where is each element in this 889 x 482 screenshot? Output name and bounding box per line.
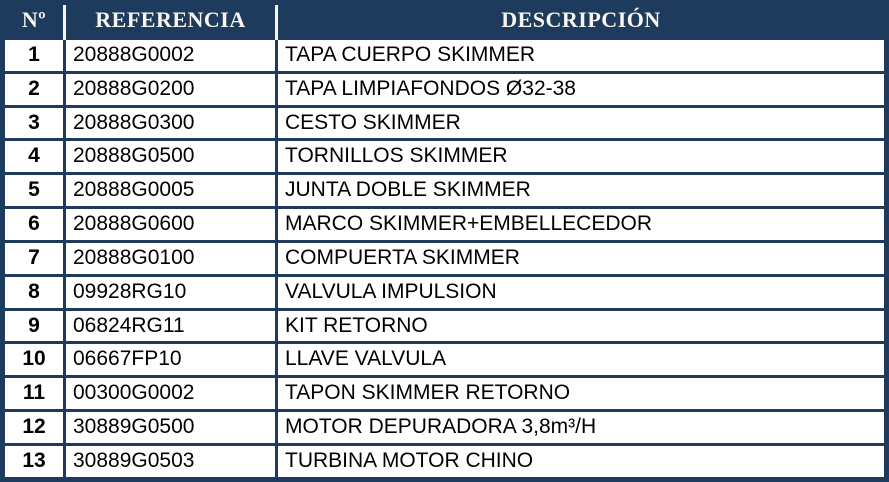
cell-desc: JUNTA DOBLE SKIMMER [277,174,887,208]
cell-ref: 00300G0002 [65,377,277,411]
cell-ref: 20888G0002 [65,39,277,73]
cell-num: 4 [3,140,65,174]
cell-num: 12 [3,411,65,445]
cell-ref: 20888G0500 [65,140,277,174]
cell-num: 3 [3,106,65,140]
cell-num: 7 [3,241,65,275]
header-col-referencia: REFERENCIA [65,3,277,39]
cell-num: 5 [3,174,65,208]
table-row [3,241,887,275]
cell-num: 9 [3,309,65,343]
table-row [3,411,887,445]
table-row [3,106,887,140]
cell-desc: MOTOR DEPURADORA 3,8m³/H [277,411,887,445]
cell-desc: CESTO SKIMMER [277,106,887,140]
cell-desc: KIT RETORNO [277,309,887,343]
table-row [3,72,887,106]
cell-desc: TURBINA MOTOR CHINO [277,444,887,479]
table-row [3,174,887,208]
cell-desc: MARCO SKIMMER+EMBELLECEDOR [277,208,887,242]
cell-num: 10 [3,343,65,377]
cell-ref: 09928RG10 [65,275,277,309]
cell-ref: 20888G0005 [65,174,277,208]
cell-num: 1 [3,39,65,73]
cell-num: 6 [3,208,65,242]
cell-ref: 06824RG11 [65,309,277,343]
cell-num: 13 [3,444,65,479]
table-row [3,140,887,174]
cell-num: 2 [3,72,65,106]
cell-ref: 30889G0500 [65,411,277,445]
cell-ref: 20888G0300 [65,106,277,140]
cell-desc: TAPA LIMPIAFONDOS Ø32-38 [277,72,887,106]
table-row [3,275,887,309]
cell-ref: 20888G0200 [65,72,277,106]
table-row [3,377,887,411]
cell-desc: COMPUERTA SKIMMER [277,241,887,275]
cell-ref: 20888G0100 [65,241,277,275]
header-col-descripcion: DESCRIPCIÓN [277,3,887,39]
cell-desc: TAPA CUERPO SKIMMER [277,39,887,73]
table-row [3,309,887,343]
header-row [3,3,887,39]
table-row [3,343,887,377]
cell-num: 11 [3,377,65,411]
table-row [3,444,887,479]
cell-desc: TAPON SKIMMER RETORNO [277,377,887,411]
cell-ref: 06667FP10 [65,343,277,377]
cell-num: 8 [3,275,65,309]
cell-ref: 20888G0600 [65,208,277,242]
cell-desc: LLAVE VALVULA [277,343,887,377]
table-body [3,39,887,480]
cell-ref: 30889G0503 [65,444,277,479]
cell-desc: VALVULA IMPULSION [277,275,887,309]
table-row [3,208,887,242]
table-row [3,39,887,73]
header-col-num: Nº [3,3,65,39]
cell-desc: TORNILLOS SKIMMER [277,140,887,174]
